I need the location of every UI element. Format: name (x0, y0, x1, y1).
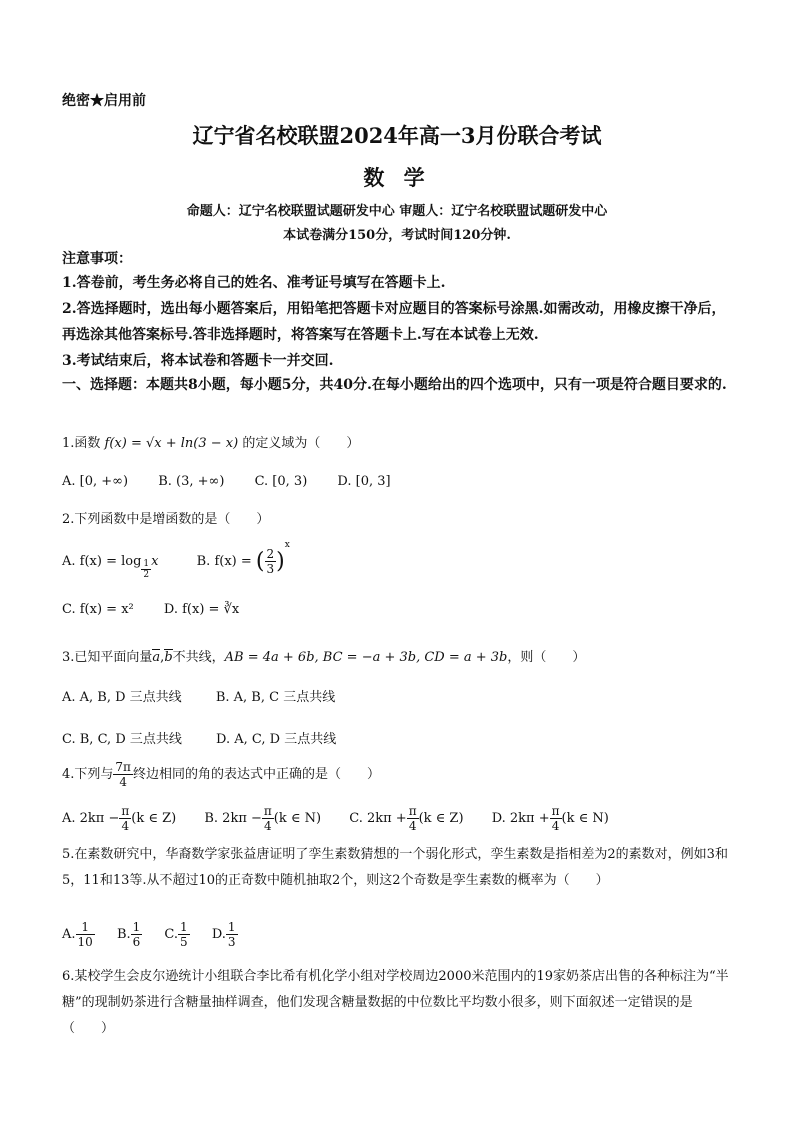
q5-option-d[interactable]: D. $\frac{1}{3}$ (211, 920, 236, 949)
subject-title: 数 学 (363, 165, 431, 190)
exam-title: 辽宁省名校联盟2024年高一3月份联合考试 (192, 123, 602, 148)
q2-b-prefix: B. f(x) = (196, 554, 252, 569)
q2-a-prefix: A. f(x) = log (62, 554, 142, 569)
q2-a-suffix: x (151, 554, 159, 569)
q1-option-a[interactable]: A. [0, +∞) (62, 474, 129, 489)
notes-title: 注意事项： (62, 251, 132, 267)
q4-stem-end: 终边相同的角的表达式中正确的是（ ） (132, 767, 380, 782)
q4-option-a[interactable]: A. 2kπ − $\frac{\pi}{4}$ (k ∈ Z) (62, 804, 177, 833)
q4-options (62, 804, 609, 840)
q4-option-c[interactable]: C. 2kπ + $\frac{\pi}{4}$ (k ∈ Z) (349, 804, 464, 833)
q3-options-cd (62, 728, 362, 747)
q2-b-fraction: $\frac{2}{3}$ (266, 547, 275, 576)
q3-option-a[interactable]: A. A, B, D 三点共线 (62, 690, 182, 705)
question-1 (62, 432, 359, 451)
q3-stem: 3.已知平面向量 (62, 650, 153, 665)
q3-formula: AB = 4a + 6b, BC = −a + 3b, CD = a + 3b (224, 650, 508, 665)
q2-option-c[interactable]: C. f(x) = x² (62, 602, 134, 617)
question-5: 5.在素数研究中，华裔数学家张益唐证明了孪生素数猜想的一个弱化形式，孪生素数是指相差为2的素数对，例如3和5，11和13等.从不超过10的正奇数中随机抽取2个，则这2个奇数是孪生素数的概率为（ ） (62, 847, 728, 888)
q4-stem: 4.下列与 (62, 767, 114, 782)
q3-option-d[interactable]: D. A, C, D 三点共线 (216, 732, 337, 747)
q5-options (62, 920, 238, 956)
vector-b: b (164, 650, 173, 665)
q5-option-a[interactable]: A. $\frac{1}{10}$ (62, 920, 93, 949)
q1-stem: 1.函数 (62, 436, 105, 451)
q1-formula: f(x) = √x + ln(3 − x) (104, 436, 239, 451)
q2-options-cd (62, 602, 265, 617)
q3-options-ab (62, 686, 361, 705)
q1-option-d[interactable]: D. [0, 3] (337, 474, 391, 489)
note-item-1: 1.答卷前，考生务必将自己的姓名、准考证号填写在答题卡上. (62, 275, 446, 291)
question-6: 6.某校学生会皮尔逊统计小组联合李比希有机化学小组对学校周边2000米范围内的19家奶茶店出售的各种标注为“半糖”的现制奶茶进行含糖量抽样调查，他们发现含糖量数据的中位数比平均数小很多，则下面叙述一定错误的是（ ） (62, 969, 729, 1036)
note-item-3: 3.考试结束后，将本试卷和答题卡一并交回. (62, 353, 334, 369)
secret-label: 绝密★启用前 (62, 93, 146, 109)
q1-option-b[interactable]: B. (3, +∞) (158, 474, 225, 489)
score-info: 本试卷满分150分，考试时间120分钟. (283, 228, 511, 243)
question-3: 3.已知平面向量a,b不共线，AB = 4a + 6b, BC = −a + 3b, CD = a + 3b，则（ ） (62, 650, 586, 665)
section-1-heading: 一、选择题：本题共8小题，每小题5分，共40分.在每小题给出的四个选项中，只有一项是符合题目要求的. (62, 377, 727, 393)
q3-option-b[interactable]: B. A, B, C 三点共线 (215, 690, 336, 705)
q2-option-d[interactable]: D. f(x) = ∛x (163, 602, 240, 617)
q5-option-c[interactable]: C. $\frac{1}{5}$ (164, 920, 188, 949)
question-4 (62, 760, 380, 800)
q1-stem-end: 的定义域为（ ） (238, 436, 360, 451)
q4-option-b[interactable]: B. 2kπ − $\frac{\pi}{4}$ (k ∈ N) (204, 804, 322, 833)
q2-b-exponent: x (284, 540, 290, 550)
q2-a-base: $\frac{1}{2}$ (143, 559, 150, 580)
authors-line: 命题人：辽宁名校联盟试题研发中心 审题人：辽宁名校联盟试题研发中心 (186, 204, 608, 219)
note-item-2: 2.答选择题时，选出每小题答案后，用铅笔把答题卡对应题目的答案标号涂黑.如需改动，用橡皮擦干净后，再选涂其他答案标号.答非选择题时，将答案写在答题卡上.写在本试卷上无效. (62, 301, 726, 343)
q3-option-c[interactable]: C. B, C, D 三点共线 (62, 732, 182, 747)
q1-option-c[interactable]: C. [0, 3) (254, 474, 308, 489)
vector-a: a (152, 650, 161, 665)
q1-options (62, 474, 417, 489)
q3-stem-end: ，则（ ） (507, 650, 586, 665)
q2-option-a[interactable] (62, 554, 158, 580)
q4-fraction: $\frac{7\pi}{4}$ (115, 760, 131, 789)
q4-option-d[interactable]: D. 2kπ + $\frac{\pi}{4}$ (k ∈ N) (491, 804, 609, 833)
q5-option-b[interactable]: B. $\frac{1}{6}$ (116, 920, 141, 949)
question-2: 2.下列函数中是增函数的是（ ） (62, 512, 270, 527)
q2-options-ab (62, 540, 316, 584)
q3-stem-mid: 不共线， (172, 650, 225, 665)
q2-option-b[interactable]: B. f(x) = ( $\frac{2}{3}$ )$^x$ (196, 540, 290, 576)
